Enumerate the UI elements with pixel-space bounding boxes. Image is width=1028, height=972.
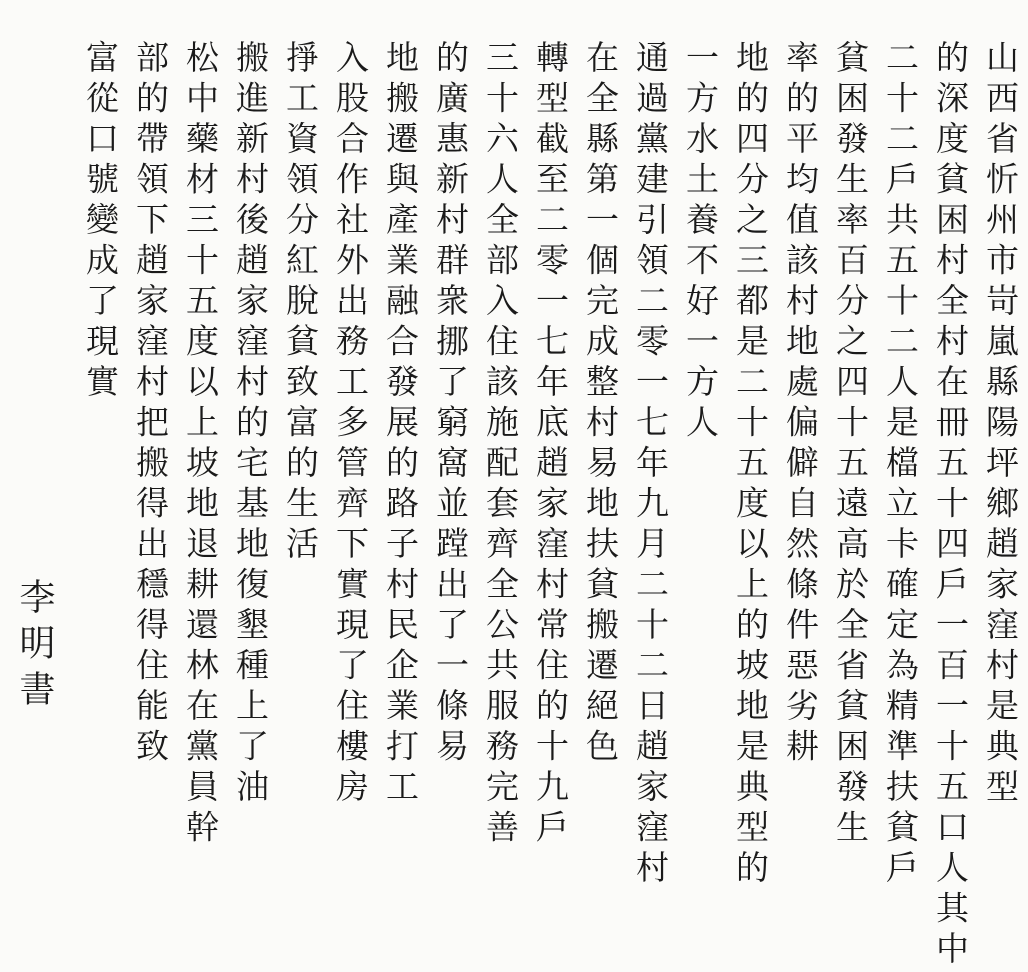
text-column-15: 掙工資領分紅脫貧致富的生活 [281,40,320,567]
text-column-9: 在全縣第一個完成整村易地扶貧搬遷絕色 [581,40,620,769]
text-column-7: 一方水土養不好一方人 [681,40,720,445]
text-column-18: 部的帶領下趙家窪村把搬得出穩得住能致 [131,40,170,769]
text-column-17: 松中藥材三十五度以上坡地退耕還林在黨員幹 [181,40,220,850]
text-column-16: 搬進新村後趙家窪村的宅基地復墾種上了油 [231,40,270,810]
text-column-1: 山西省忻州市岢嵐縣陽坪鄉趙家窪村是典型 [981,40,1020,810]
text-column-11: 三十六人全部入住該施配套齊全公共服務完善 [481,40,520,850]
signature: 李明書 [14,578,55,716]
text-column-10: 轉型截至二零一七年底趙家窪村常住的十九戶 [531,40,570,850]
text-column-5: 率的平均值該村地處偏僻自然條件惡劣耕 [781,40,820,769]
text-column-6: 地的四分之三都是二十五度以上的坡地是典型的 [731,40,770,891]
text-column-12: 的廣惠新村群衆挪了窮窩並蹚出了一條易 [431,40,470,769]
text-column-4: 貧困發生率百分之四十五遠高於全省貧困發生 [831,40,870,850]
text-column-19: 富從口號變成了現實 [81,40,120,405]
text-column-14: 入股合作社外出務工多管齊下實現了住樓房 [331,40,370,810]
text-column-13: 地搬遷與產業融合發展的路子村民企業打工 [381,40,420,810]
text-column-3: 二十二戶共五十二人是檔立卡確定為精準扶貧戶 [881,40,920,891]
text-column-2: 的深度貧困村全村在冊五十四戶一百一十五口人其中 [931,40,970,972]
text-column-8: 通過黨建引領二零一七年九月二十二日趙家窪村 [631,40,670,891]
